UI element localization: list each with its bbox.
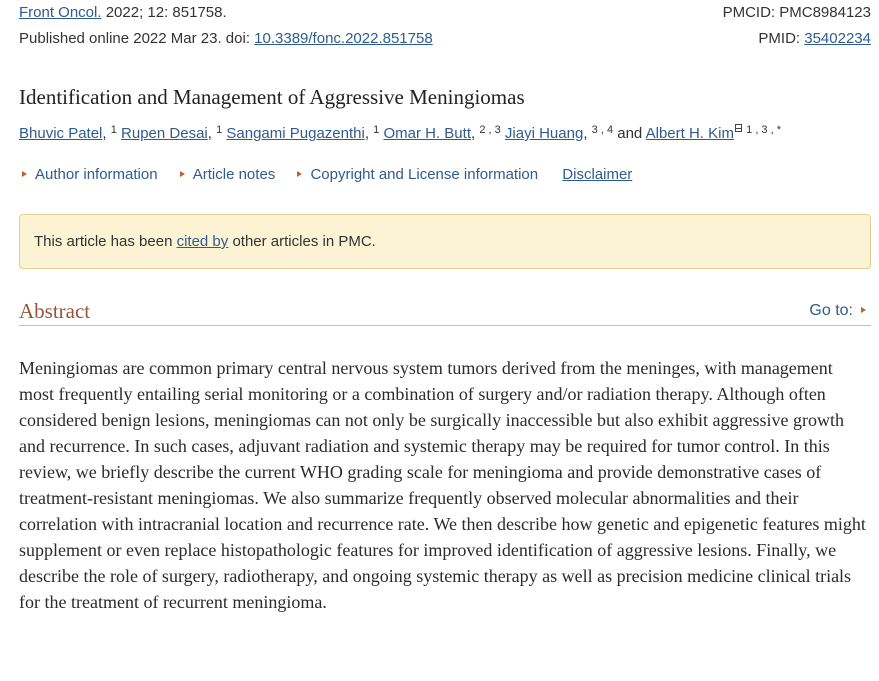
section-title: Abstract <box>19 299 91 323</box>
author-affiliation: 1 <box>216 124 223 136</box>
doi-link[interactable]: 10.3389/fonc.2022.851758 <box>254 30 433 47</box>
article-info-links <box>22 165 650 185</box>
abstract-body: Meningiomas are common primary central nervous system tumors derived from the meninges, with management most frequently entailing serial monitoring or a combination of surgery and/or radiation therapy. Although often considered benign lesions, meningiomas can not only be surgically inaccessible but also exhibit aggressive growth and recurrence. In such cases, adjuvant radiation and systemic therapy may be required for tumor control. In this review, we briefly describe the current WHO grading scale for meningioma and provide demonstrative cases of treatment-resistant meningiomas. We also summarize frequently observed molecular abnormalities and their correlation with intracranial location and recurrence rate. We then describe how genetic and epigenetic features might supplement or even replace histopathologic features for improved identification of aggressive lesions. Finally, we describe the role of surgery, radiotherapy, and ongoing systemic therapy as well as precision medicine clinical trials for the treatment of recurrent meningioma. <box>19 358 866 612</box>
author-list <box>19 124 781 144</box>
pmid-link[interactable]: 35402234 <box>804 30 871 47</box>
article-notes-label: Article notes <box>192 166 276 183</box>
copyright-label: Copyright and License information <box>310 166 539 183</box>
publication-row <box>19 30 871 48</box>
cited-by-notice <box>19 214 871 269</box>
pmcid: PMCID: PMC8984123 <box>722 4 871 21</box>
copyright-toggle[interactable] <box>297 165 538 185</box>
author-information-toggle[interactable] <box>22 165 158 185</box>
author-1: Rupen Desai, $^1$ <box>121 124 223 142</box>
goto-label: Go to: <box>809 302 853 319</box>
envelope-icon[interactable] <box>735 124 742 132</box>
article-notes-toggle[interactable] <box>180 165 276 185</box>
pmid <box>758 30 871 48</box>
cited-by-link[interactable]: cited by <box>176 233 229 250</box>
author-4: Jiayi Huang, $^{3 , 4}$ <box>504 124 614 142</box>
author-3: Omar H. Butt, $^{2 , 3}$ <box>383 124 501 142</box>
triangle-right-icon <box>22 171 27 177</box>
notice-text-end: other articles in PMC. <box>228 233 376 250</box>
citation-row <box>19 4 871 22</box>
citation-text: 2022; 12: 851758. <box>101 4 227 21</box>
notice-text: This article has been <box>34 233 177 250</box>
author-affiliation: 3 , 4 <box>591 124 614 136</box>
author-2: Sangami Pugazenthi, $^1$ <box>226 124 380 142</box>
author-link[interactable]: Sangami Pugazenthi <box>226 125 365 142</box>
article-title: Identification and Management of Aggressive Meningiomas <box>19 85 525 109</box>
author-link[interactable]: Omar H. Butt <box>383 125 471 142</box>
author-affiliation: 1 <box>110 124 117 136</box>
author-link[interactable]: Jiayi Huang <box>504 125 584 142</box>
pmid-label: PMID: <box>758 30 805 47</box>
goto-menu[interactable] <box>809 301 866 321</box>
author-conjunction: and <box>617 125 643 142</box>
published-text: Published online 2022 Mar 23. doi: <box>19 30 255 47</box>
journal-link[interactable]: Front Oncol. <box>19 4 102 21</box>
author-information-label: Author information <box>35 166 158 183</box>
author-0: Bhuvic Patel, $^1$ <box>19 124 117 142</box>
triangle-right-icon <box>180 171 185 177</box>
triangle-right-icon <box>861 307 866 313</box>
abstract-header <box>19 298 871 326</box>
disclaimer-link[interactable]: Disclaimer <box>562 166 633 183</box>
author-link[interactable]: Rupen Desai <box>121 125 208 142</box>
triangle-right-icon <box>297 171 302 177</box>
author-affiliation: 1 <box>373 124 380 136</box>
author-affiliation: 2 , 3 <box>479 124 501 136</box>
author-affiliation: 1 , 3 , * <box>746 124 781 136</box>
author-link[interactable]: Bhuvic Patel <box>19 125 103 142</box>
author-link[interactable]: Albert H. Kim <box>645 125 734 142</box>
author-5 <box>646 125 781 142</box>
